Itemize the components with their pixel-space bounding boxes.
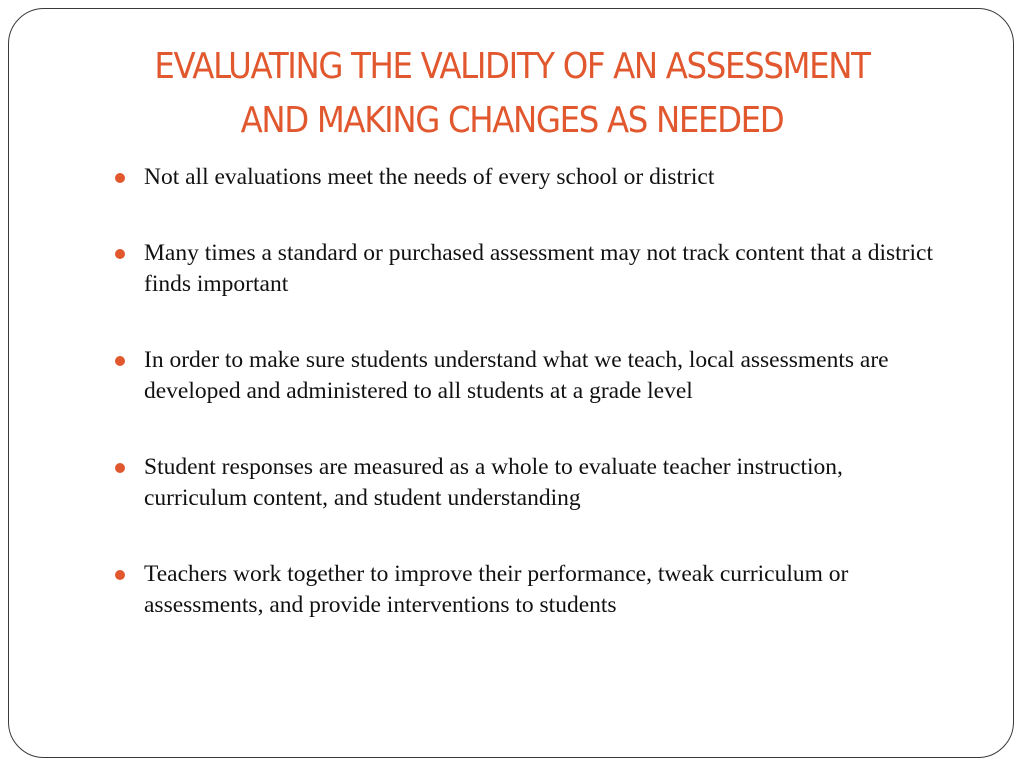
bullet-item xyxy=(115,452,945,514)
bullet-text: Many times a standard or purchased assessment may not track content that a district finds important xyxy=(144,240,933,297)
bullet-item xyxy=(115,559,945,621)
bullet-item xyxy=(115,162,945,193)
bullet-text: Student responses are measured as a whole to evaluate teacher instruction, curriculum content, and student understanding xyxy=(144,454,843,511)
bullet-list xyxy=(115,162,945,621)
slide-title xyxy=(87,40,937,148)
bullet-dot-icon xyxy=(115,173,125,183)
bullet-item xyxy=(115,345,945,407)
bullet-text: Teachers work together to improve their performance, tweak curriculum or assessments, and provide interventions to students xyxy=(144,561,849,618)
bullet-dot-icon xyxy=(115,356,125,366)
bullet-text: In order to make sure students understand what we teach, local assessments are developed and administered to all students at a grade level xyxy=(144,347,889,404)
bullet-dot-icon xyxy=(115,463,125,473)
bullet-text: Not all evaluations meet the needs of every school or district xyxy=(144,164,715,190)
title-line-2: AND MAKING CHANGES AS NEEDED xyxy=(240,100,784,141)
bullet-dot-icon xyxy=(115,570,125,580)
bullet-dot-icon xyxy=(115,249,125,259)
title-line-1: EVALUATING THE VALIDITY OF AN ASSESSMENT xyxy=(154,46,870,87)
bullet-item xyxy=(115,238,945,300)
